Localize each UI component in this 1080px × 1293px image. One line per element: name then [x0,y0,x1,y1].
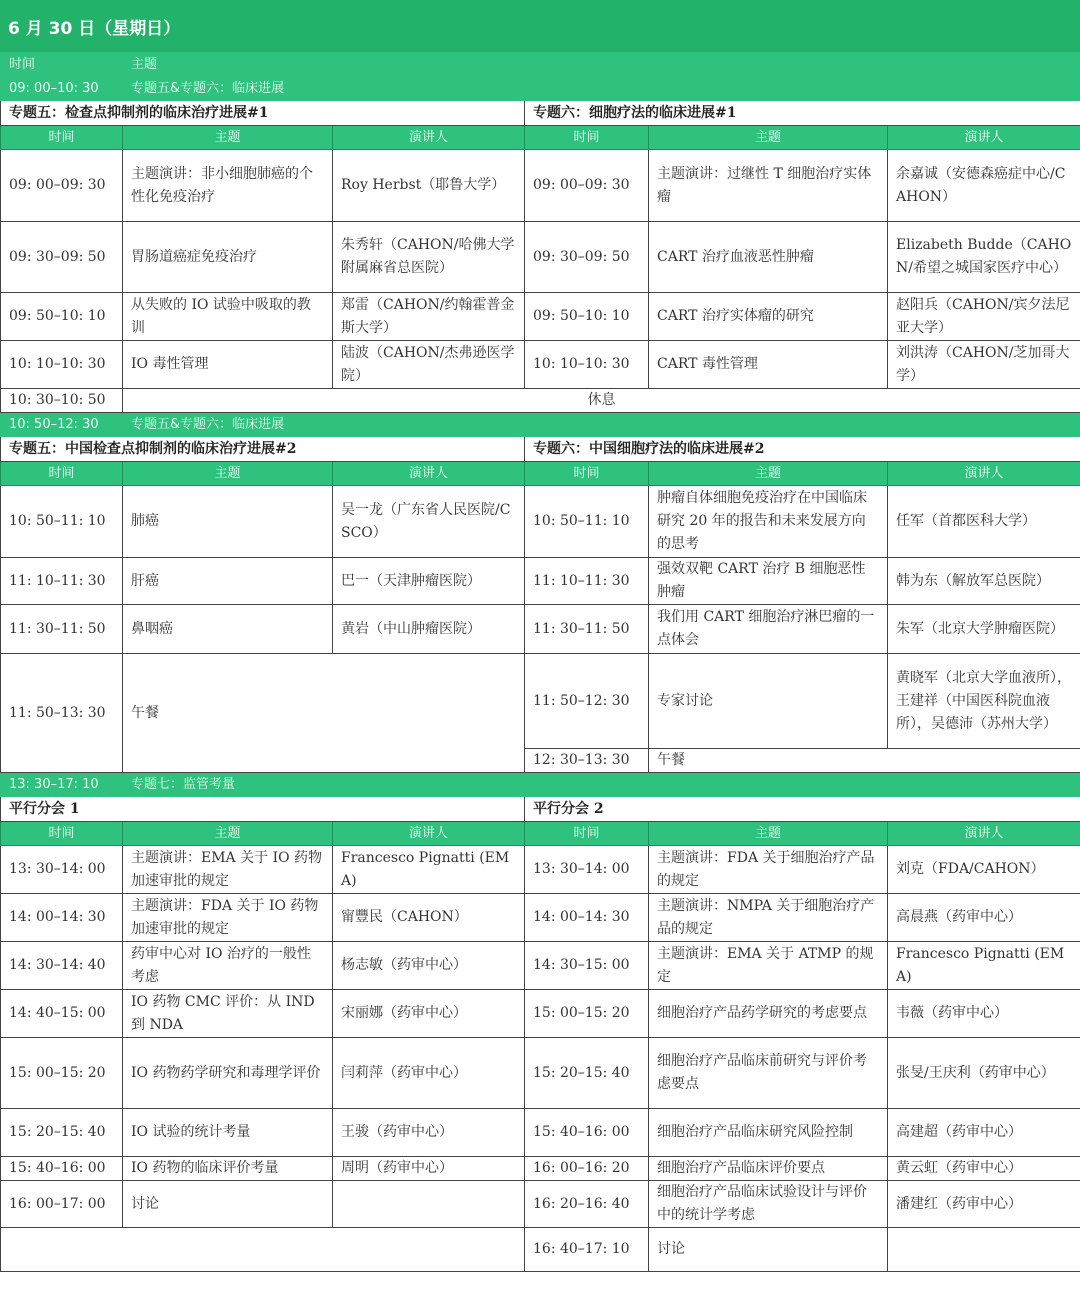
speaker-cell: Francesco Pignatti (EMA) [333,846,525,894]
column-header-row [1,126,1080,150]
track-5-title: 专题五：中国检查点抑制剂的临床治疗进展#2 [1,437,525,462]
topic-cell: IO 试验的统计考量 [123,1109,333,1157]
speaker-cell: 郑雷（CAHON/约翰霍普金斯大学） [333,293,525,341]
col-speaker: 演讲人 [333,126,525,150]
col-speaker: 演讲人 [333,462,525,486]
table-row [1,1157,1080,1181]
table-row [1,846,1080,894]
session-2-title: 专题五&专题六：临床进展 [123,413,1080,437]
empty-cell [1,1228,525,1272]
table-row [1,654,1080,749]
topic-cell: IO 药物的临床评价考量 [123,1157,333,1181]
topic-cell: 讨论 [123,1181,333,1228]
speaker-cell: 韦薇（药审中心） [888,990,1080,1038]
topic-cell: 肿瘤自体细胞免疫治疗在中国临床研究 20 年的报告和未来发展方向的思考 [649,486,888,558]
time-cell: 15: 20–15: 40 [525,1038,649,1109]
session-2-track-titles [1,437,1080,462]
time-cell: 15: 40–16: 00 [1,1157,123,1181]
topic-cell: 肝癌 [123,558,333,605]
time-cell: 09: 30–09: 50 [525,222,649,293]
time-cell: 11: 30–11: 50 [525,605,649,654]
time-cell: 10: 50–11: 10 [525,486,649,558]
topic-cell: CART 毒性管理 [649,341,888,389]
schedule-table [0,52,1080,1272]
speaker-cell: Elizabeth Budde（CAHON/希望之城国家医疗中心） [888,222,1080,293]
table-row [1,1038,1080,1109]
time-cell: 11: 50–12: 30 [525,654,649,749]
col-speaker: 演讲人 [333,822,525,846]
time-cell: 16: 40–17: 10 [525,1228,649,1272]
parallel-2-title: 平行分会 2 [525,797,1080,822]
speaker-cell [333,1181,525,1228]
time-cell: 11: 10–11: 30 [1,558,123,605]
lunch-time: 11: 50–13: 30 [1,654,123,773]
track-6-title: 专题六：中国细胞疗法的临床进展#2 [525,437,1080,462]
time-cell: 11: 10–11: 30 [525,558,649,605]
table-row [1,1109,1080,1157]
speaker-cell: 刘克（FDA/CAHON） [888,846,1080,894]
topic-cell: 肺癌 [123,486,333,558]
speaker-cell: 任军（首都医科大学） [888,486,1080,558]
table-row [1,990,1080,1038]
session-1-title: 专题五&专题六：临床进展 [123,77,1080,101]
session-3-track-titles [1,797,1080,822]
topic-cell: 主题演讲：过继性 T 细胞治疗实体瘤 [649,150,888,222]
speaker-cell: 朱军（北京大学肿瘤医院） [888,605,1080,654]
time-cell: 15: 00–15: 20 [1,1038,123,1109]
time-cell: 15: 40–16: 00 [525,1109,649,1157]
date-header: 6 月 30 日（星期日） [0,0,1080,52]
table-row [1,1228,1080,1272]
speaker-cell: 余嘉诚（安德森癌症中心/CAHON） [888,150,1080,222]
time-cell: 09: 50–10: 10 [1,293,123,341]
speaker-cell: 黄晓军（北京大学血液所），王建祥（中国医科院血液所），吴德沛（苏州大学） [888,654,1080,749]
topic-cell: 主题演讲：FDA 关于 IO 药物加速审批的规定 [123,894,333,942]
topic-cell: 主题演讲：EMA 关于 IO 药物加速审批的规定 [123,846,333,894]
table-row [1,1181,1080,1228]
topic-cell: 细胞治疗产品药学研究的考虑要点 [649,990,888,1038]
col-speaker: 演讲人 [888,462,1080,486]
topic-cell: 从失败的 IO 试验中吸取的教训 [123,293,333,341]
time-cell: 09: 00–09: 30 [525,150,649,222]
time-cell: 14: 30–15: 00 [525,942,649,990]
time-cell: 14: 40–15: 00 [1,990,123,1038]
col-speaker: 演讲人 [888,126,1080,150]
time-cell: 14: 00–14: 30 [1,894,123,942]
speaker-cell: 张旻/王庆利（药审中心） [888,1038,1080,1109]
table-row [1,894,1080,942]
time-cell: 14: 00–14: 30 [525,894,649,942]
speaker-cell: 高建超（药审中心） [888,1109,1080,1157]
col-time: 时间 [525,822,649,846]
break-label: 休息 [123,389,1080,413]
topic-cell: CART 治疗实体瘤的研究 [649,293,888,341]
topic-cell: 主题演讲：NMPA 关于细胞治疗产品的规定 [649,894,888,942]
time-cell: 10: 10–10: 30 [1,341,123,389]
col-time: 时间 [525,126,649,150]
speaker-cell: 潘建红（药审中心） [888,1181,1080,1228]
lunch-time: 12: 30–13: 30 [525,749,649,773]
speaker-cell: 王骏（药审中心） [333,1109,525,1157]
topic-cell: 鼻咽癌 [123,605,333,654]
time-cell: 15: 00–15: 20 [525,990,649,1038]
time-cell: 16: 00–16: 20 [525,1157,649,1181]
time-cell: 09: 30–09: 50 [1,222,123,293]
col-time: 时间 [1,822,123,846]
speaker-cell: Francesco Pignatti (EMA) [888,942,1080,990]
time-cell: 09: 50–10: 10 [525,293,649,341]
column-header-row [1,462,1080,486]
table-row [1,293,1080,341]
speaker-cell: 黄岩（中山肿瘤医院） [333,605,525,654]
topic-cell: 细胞治疗产品临床研究风险控制 [649,1109,888,1157]
table-row [1,486,1080,558]
break-time: 10: 30–10: 50 [1,389,123,413]
topic-cell: IO 药物药学研究和毒理学评价 [123,1038,333,1109]
track-6-title: 专题六：细胞疗法的临床进展#1 [525,101,1080,126]
col-time: 时间 [1,126,123,150]
topic-cell: 细胞治疗产品临床试验设计与评价中的统计学考虑 [649,1181,888,1228]
column-header-row [1,822,1080,846]
table-row [1,605,1080,654]
speaker-cell [888,1228,1080,1272]
table-row [1,341,1080,389]
topic-cell: IO 药物 CMC 评价：从 IND 到 NDA [123,990,333,1038]
col-topic: 主题 [123,822,333,846]
speaker-cell: 闫莉萍（药审中心） [333,1038,525,1109]
time-cell: 11: 30–11: 50 [1,605,123,654]
time-cell: 13: 30–14: 00 [1,846,123,894]
speaker-cell: 吴一龙（广东省人民医院/CSCO） [333,486,525,558]
topic-cell: 专家讨论 [649,654,888,749]
table-row [1,942,1080,990]
time-header: 时间 [1,53,123,77]
col-topic: 主题 [649,462,888,486]
time-cell: 16: 00–17: 00 [1,1181,123,1228]
time-cell: 10: 50–11: 10 [1,486,123,558]
col-topic: 主题 [123,462,333,486]
time-cell: 14: 30–14: 40 [1,942,123,990]
lunch-label: 午餐 [123,654,525,773]
topic-cell: 强效双靶 CART 治疗 B 细胞恶性肿瘤 [649,558,888,605]
col-topic: 主题 [649,126,888,150]
table-row [1,222,1080,293]
session-1-track-titles [1,101,1080,126]
session-3-bar [1,773,1080,797]
track-5-title: 专题五：检查点抑制剂的临床治疗进展#1 [1,101,525,126]
parallel-1-title: 平行分会 1 [1,797,525,822]
speaker-cell: 赵阳兵（CAHON/宾夕法尼亚大学） [888,293,1080,341]
session-2-time: 10: 50–12: 30 [1,413,123,437]
time-cell: 10: 10–10: 30 [525,341,649,389]
speaker-cell: 高晨燕（药审中心） [888,894,1080,942]
topic-cell: 主题演讲：FDA 关于细胞治疗产品的规定 [649,846,888,894]
speaker-cell: 韩为东（解放军总医院） [888,558,1080,605]
speaker-cell: 宋丽娜（药审中心） [333,990,525,1038]
time-cell: 16: 20–16: 40 [525,1181,649,1228]
lunch-label: 午餐 [649,749,1080,773]
col-topic: 主题 [649,822,888,846]
break-row [1,389,1080,413]
speaker-cell: 周明（药审中心） [333,1157,525,1181]
col-topic: 主题 [123,126,333,150]
topic-cell: 细胞治疗产品临床评价要点 [649,1157,888,1181]
topic-header: 主题 [123,53,1080,77]
time-cell: 13: 30–14: 00 [525,846,649,894]
topic-cell: 药审中心对 IO 治疗的一般性考虑 [123,942,333,990]
table-row [1,150,1080,222]
top-header-row [1,53,1080,77]
speaker-cell: Roy Herbst（耶鲁大学） [333,150,525,222]
table-row [1,558,1080,605]
session-3-title: 专题七：监管考量 [123,773,1080,797]
time-cell: 09: 00–09: 30 [1,150,123,222]
session-1-time: 09: 00–10: 30 [1,77,123,101]
topic-cell: 主题演讲：非小细胞肺癌的个性化免疫治疗 [123,150,333,222]
session-1-bar [1,77,1080,101]
speaker-cell: 刘洪涛（CAHON/芝加哥大学） [888,341,1080,389]
topic-cell: 我们用 CART 细胞治疗淋巴瘤的一点体会 [649,605,888,654]
col-time: 时间 [525,462,649,486]
session-2-bar [1,413,1080,437]
speaker-cell: 杨志敏（药审中心） [333,942,525,990]
topic-cell: 细胞治疗产品临床前研究与评价考虑要点 [649,1038,888,1109]
col-time: 时间 [1,462,123,486]
speaker-cell: 陆波（CAHON/杰弗逊医学院） [333,341,525,389]
speaker-cell: 甯豐民（CAHON） [333,894,525,942]
topic-cell: 胃肠道癌症免疫治疗 [123,222,333,293]
topic-cell: 讨论 [649,1228,888,1272]
topic-cell: 主题演讲：EMA 关于 ATMP 的规定 [649,942,888,990]
speaker-cell: 巴一（天津肿瘤医院） [333,558,525,605]
time-cell: 15: 20–15: 40 [1,1109,123,1157]
session-3-time: 13: 30–17: 10 [1,773,123,797]
col-speaker: 演讲人 [888,822,1080,846]
speaker-cell: 朱秀轩（CAHON/哈佛大学附属麻省总医院） [333,222,525,293]
topic-cell: IO 毒性管理 [123,341,333,389]
topic-cell: CART 治疗血液恶性肿瘤 [649,222,888,293]
speaker-cell: 黄云虹（药审中心） [888,1157,1080,1181]
